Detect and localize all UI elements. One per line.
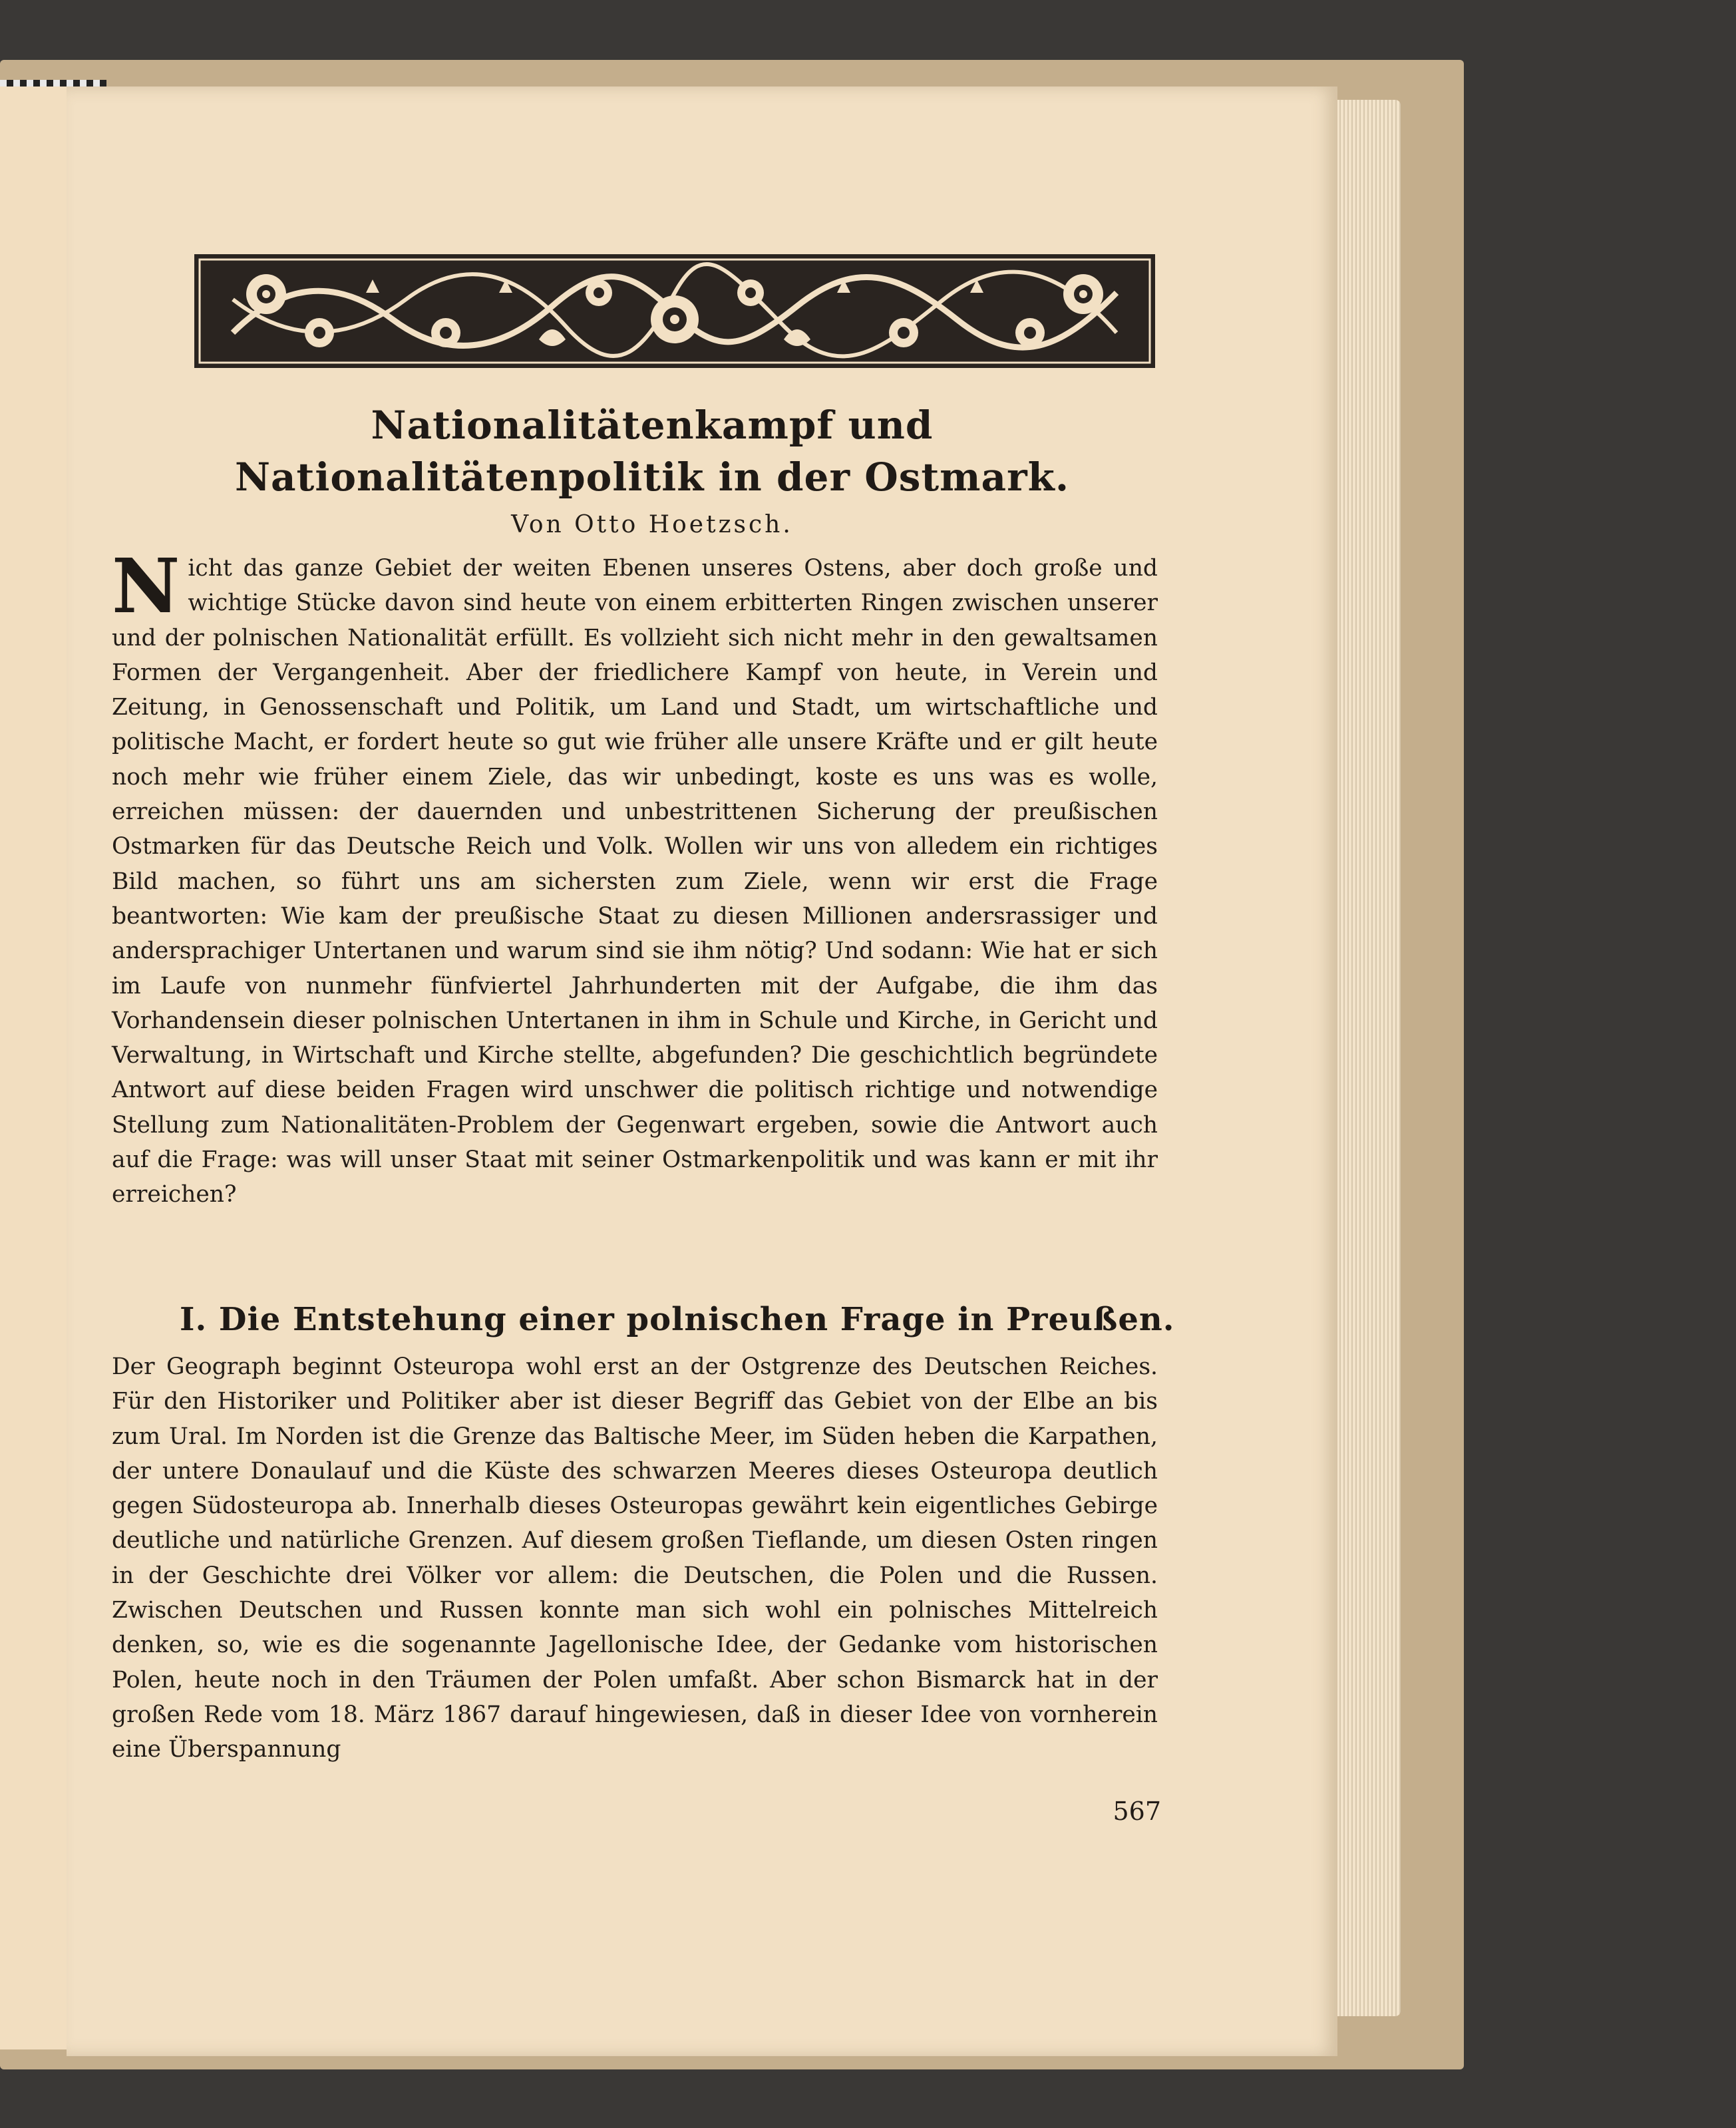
intro-paragraph-text: icht das ganze Gebiet der weiten Ebenen unseres Ostens, aber doch große und wichtige Stücke davon sind heute von einem erbitterten Ringen zwischen unserer und der polnischen Nationalität erfüllt. Es vollzieht sich nicht mehr in den gewaltsamen Formen der Vergangenheit. Aber der friedlichere Kampf von heute, in Verein und Zeitung, in Genossenschaft und Politik, um Land und Stadt, um wirtschaftliche und politische Macht, er fordert heute so gut wie früher alle unsere Kräfte und er gilt heute noch mehr wie früher einem Ziele, das wir unbedingt, koste es uns was es wolle, erreichen müssen: der dauernden und unbestrittenen Sicherung der preußischen Ostmarken für das Deutsche Reich und Volk. Wollen wir uns von alledem ein richtiges Bild machen, so führt uns am sichersten zum Ziele, wenn wir erst die Frage beantworten: Wie kam der preußische Staat zu diesen Millionen andersrassiger und andersprachiger Untertanen und warum sind sie ihm nötig? Und sodann: Wie hat er sich im Laufe von nunmehr fünfviertel Jahrhunderten mit der Aufgabe, die ihm das Vorhandensein dieser polnischen Untertanen in ihm in Schule und Kirche, in Gericht und Verwaltung, in Wirtschaft und Kirche stellte, abgefunden? Die geschichtlich begründete Antwort auf diese beiden Fragen wird unschwer die politisch richtige und notwendige Stellung zum Nationalitäten-Problem der Gegenwart ergeben, sowie die Antwort auch auf die Frage: was will unser Staat mit seiner Ostmarkenpolitik und was kann er mit ihr erreichen? [112,555,1158,1208]
page-number: 567 [1113,1797,1161,1826]
facing-page [0,87,69,2049]
floral-rosette-banner-icon [193,253,1156,369]
article-author: Von Otto Hoetzsch. [511,511,793,538]
section-paragraph: Der Geograph beginnt Osteuropa wohl erst an der Ostgrenze des Deutschen Reiches. Für den Historiker und Politiker aber ist dieser Begriff das Gebiet von der Elbe an bis zum Ural. Im Norden ist die Grenze das Baltische Meer, im Süden heben die Karpathen, der untere Donaulauf und die Küste des schwarzen Meeres dieses Osteuropa deutlich gegen Südosteuropa ab. Innerhalb dieses Osteuropas gewährt kein eigentliches Gebirge deutliche und natürliche Grenzen. Auf diesem großen Tieflande, um diesen Osten ringen in der Geschichte drei Völker vor allem: die Deutschen, die Polen und die Russen. Zwischen Deutschen und Russen konnte man sich wohl ein polnisches Mittelreich denken, so, wie es die sogenannte Jagellonische Idee, der Gedanke vom historischen Polen, heute noch in den Träumen der Polen umfaßt. Aber schon Bismarck hat in der großen Rede vom 18. März 1867 darauf hingewiesen, daß in dieser Idee von vornherein eine Überspannung [112,1353,1158,1763]
section-heading: I. Die Entstehung einer polnischen Frage in Preußen. [180,1301,1175,1338]
intro-paragraph [112,543,1158,1212]
article-title: Nationalitätenkampf und Nationalitätenpolitik in der Ostmark. [234,403,1070,500]
drop-cap-initial: N [112,543,180,630]
